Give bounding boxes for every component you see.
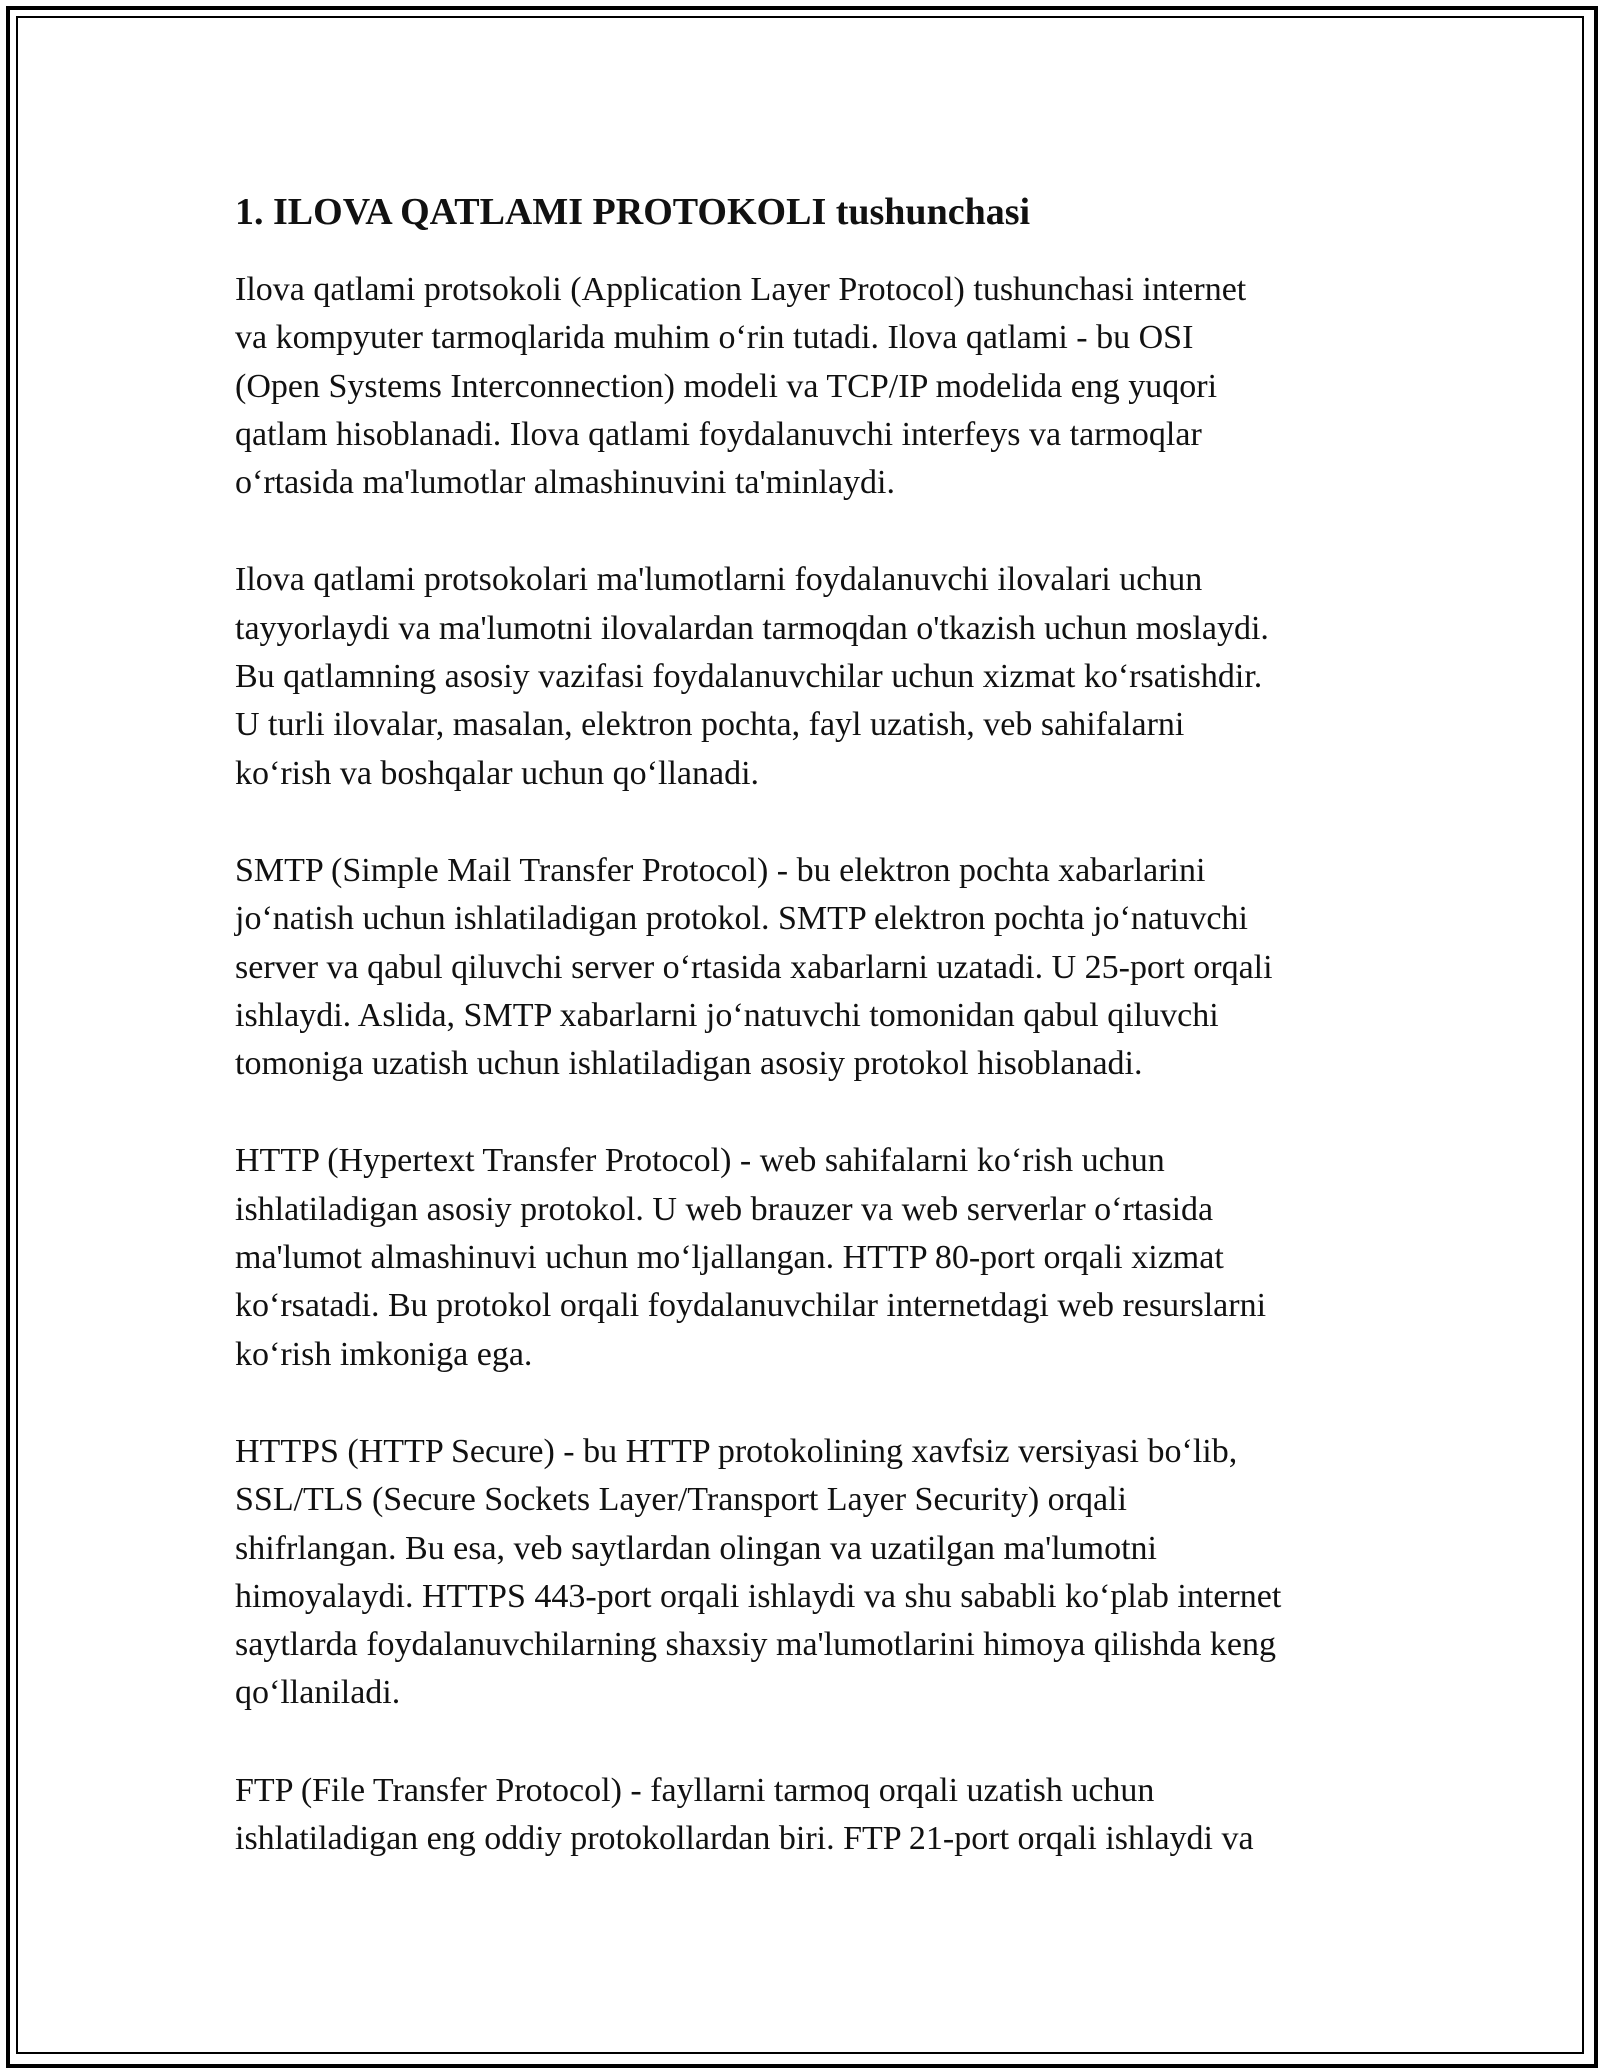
paragraph-line: SMTP (Simple Mail Transfer Protocol) - bu elektron pochta xabarlarini: [235, 851, 1206, 889]
paragraph-line: Ilova qatlami protsokoli (Application Layer Protocol) tushunchasi internet: [235, 271, 1247, 308]
document-body: [235, 186, 1375, 1912]
paragraph-line: va kompyuter tarmoqlarida muhim o‘rin tutadi. Ilova qatlami - bu OSI: [235, 319, 1194, 357]
paragraph-line: shifrlangan. Bu esa, veb saytlardan olingan va uzatilgan ma'lumotni: [235, 1529, 1157, 1567]
paragraph-intro: [235, 266, 1375, 507]
paragraph-line: server va qabul qiluvchi server o‘rtasida xabarlarni uzatadi. U 25-port orqali: [235, 948, 1273, 986]
paragraph-line: HTTPS (HTTP Secure) - bu HTTP protokolining xavfsiz versiyasi bo‘lib,: [235, 1432, 1238, 1470]
paragraph-ftp: [235, 1767, 1375, 1864]
paragraph-line: U turli ilovalar, masalan, elektron pochta, fayl uzatish, veb sahifalarni: [235, 706, 1185, 744]
paragraph-line: ko‘rish imkoniga ega.: [235, 1335, 533, 1373]
paragraph-line: Ilova qatlami protsokolari ma'lumotlarni foydalanuvchi ilovalari uchun: [235, 561, 1203, 599]
paragraph-line: ishlaydi. Aslida, SMTP xabarlarni jo‘natuvchi tomonidan qabul qiluvchi: [235, 996, 1219, 1034]
paragraph-line: tayyorlaydi va ma'lumotni ilovalardan tarmoqdan o'tkazish uchun moslaydi.: [235, 609, 1269, 647]
paragraph-line: himoyalaydi. HTTPS 443-port orqali ishlaydi va shu sababli ko‘plab internet: [235, 1577, 1282, 1615]
section-heading: 1. ILOVA QATLAMI PROTOKOLI tushunchasi: [235, 191, 1031, 233]
paragraph-line: saytlarda foydalanuvchilarning shaxsiy ma'lumotlarini himoya qilishda keng: [235, 1626, 1277, 1664]
paragraph-line: HTTP (Hypertext Transfer Protocol) - web sahifalarni ko‘rish uchun: [235, 1142, 1165, 1180]
paragraph-line: ko‘rsatadi. Bu protokol orqali foydalanuvchilar internetdagi web resurslarni: [235, 1287, 1267, 1325]
paragraph-line: o‘rtasida ma'lumotlar almashinuvini ta'minlaydi.: [235, 464, 895, 502]
paragraph-https: [235, 1428, 1375, 1718]
paragraph-line: ishlatiladigan asosiy protokol. U web brauzer va web serverlar o‘rtasida: [235, 1190, 1214, 1228]
paragraph-line: FTP (File Transfer Protocol) - fayllarni tarmoq orqali uzatish uchun: [235, 1771, 1155, 1809]
paragraph-smtp: [235, 847, 1375, 1088]
paragraph-line: qatlam hisoblanadi. Ilova qatlami foydalanuvchi interfeys va tarmoqlar: [235, 415, 1202, 453]
paragraph-line: qo‘llaniladi.: [235, 1674, 401, 1712]
paragraph-line: ko‘rish va boshqalar uchun qo‘llanadi.: [235, 754, 760, 792]
paragraph-line: jo‘natish uchun ishlatiladigan protokol. SMTP elektron pochta jo‘natuvchi: [235, 900, 1248, 938]
paragraph-http: [235, 1137, 1375, 1378]
paragraph-line: tomoniga uzatish uchun ishlatiladigan asosiy protokol hisoblanadi.: [235, 1045, 1143, 1083]
paragraph-line: (Open Systems Interconnection) modeli va TCP/IP modelida eng yuqori: [235, 367, 1218, 405]
paragraph-line: ma'lumot almashinuvi uchun mo‘ljallangan. HTTP 80-port orqali xizmat: [235, 1239, 1224, 1277]
paragraph-function: [235, 556, 1375, 797]
paragraph-line: ishlatiladigan eng oddiy protokollardan biri. FTP 21-port orqali ishlaydi va: [235, 1820, 1254, 1858]
paragraph-line: Bu qatlamning asosiy vazifasi foydalanuvchilar uchun xizmat ko‘rsatishdir.: [235, 658, 1263, 696]
paragraph-line: SSL/TLS (Secure Sockets Layer/Transport Layer Security) orqali: [235, 1481, 1127, 1519]
